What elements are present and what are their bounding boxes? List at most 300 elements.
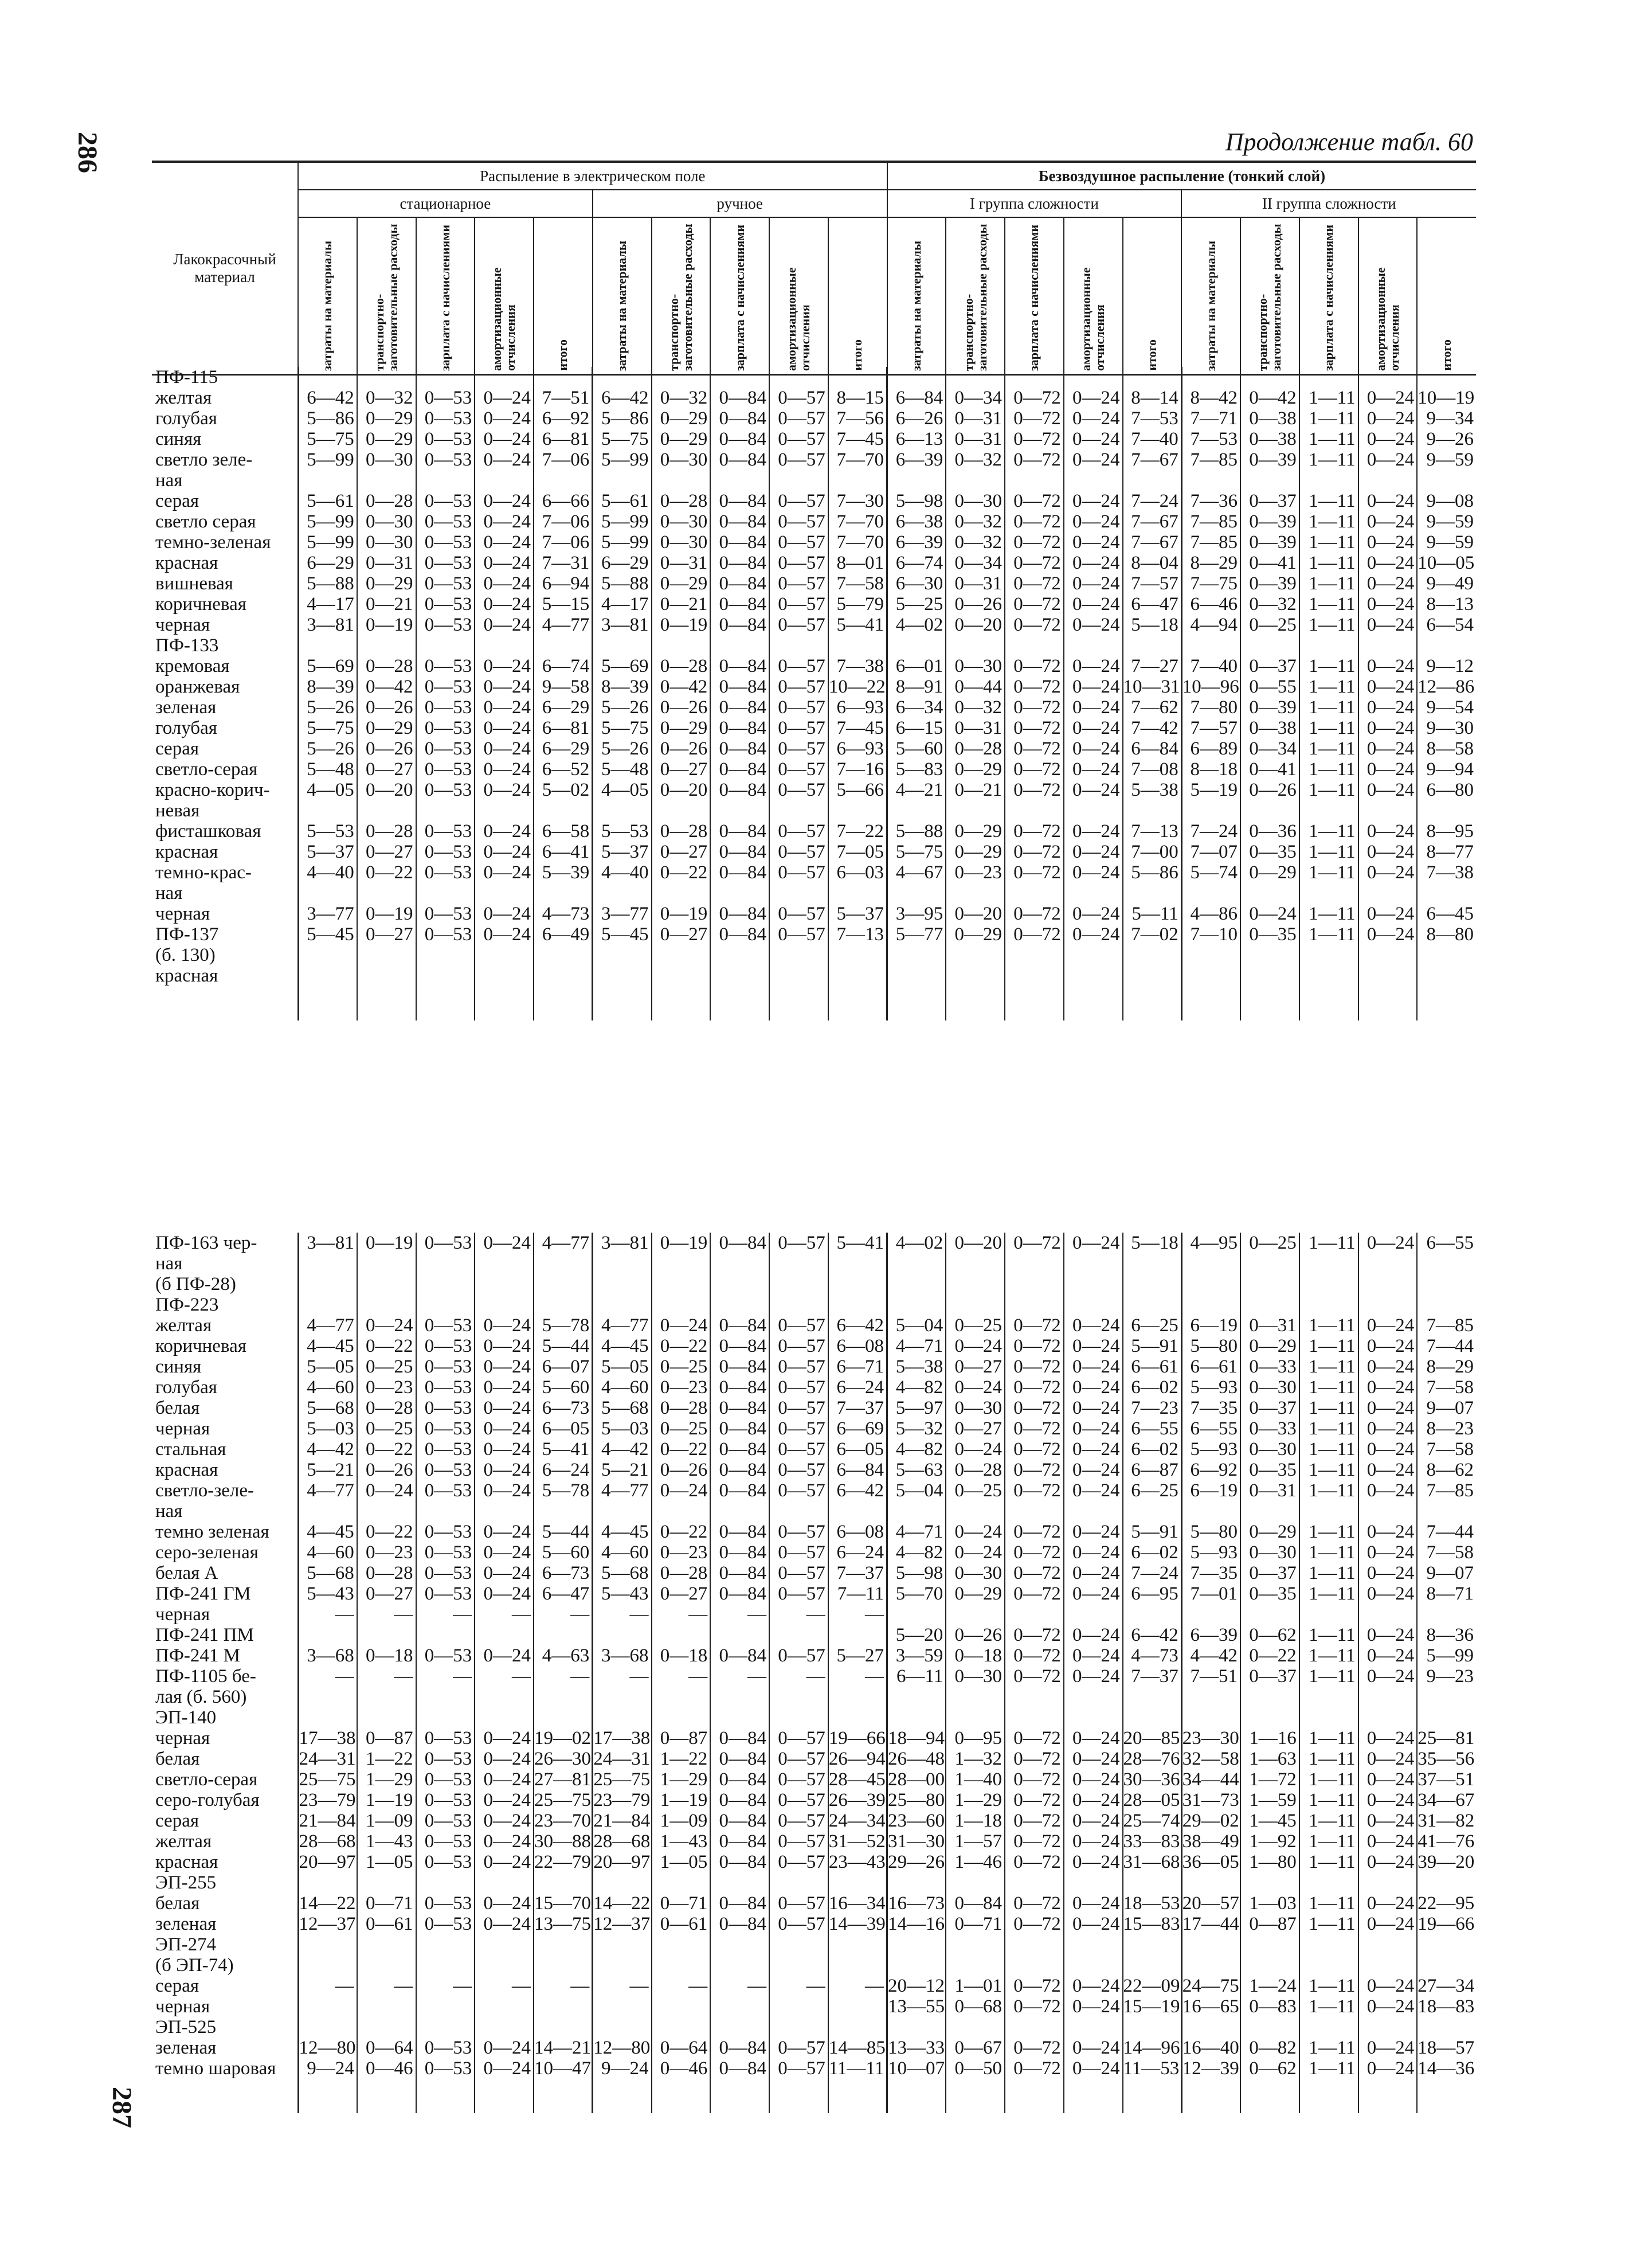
table-cell: 0—28 [357,1398,416,1418]
table-cell [1005,1872,1064,1893]
table-cell: 0—57 [769,1563,828,1583]
table-cell: 0—53 [416,1398,475,1418]
table-cell [475,470,534,491]
table-cell: 5—93 [1181,1439,1240,1460]
table-cell: 0—53 [416,780,475,800]
table-cell: 1—11 [1299,2038,1358,2058]
table-cell: 1—11 [1299,1356,1358,1377]
table-cell: 0—24 [1064,1460,1123,1480]
table-row [152,821,1476,842]
table-cell: 0—29 [946,924,1005,945]
table-cell [828,1955,887,1976]
table-cell [1299,965,1358,986]
table-cell [1417,367,1476,388]
table-row [152,1811,1476,1831]
table-cell [769,635,828,656]
table-cell: 0—57 [769,1769,828,1790]
table-cell: 1—11 [1299,553,1358,573]
table-cell: 0—53 [416,1852,475,1872]
table-cell: 0—18 [652,1645,711,1666]
material-name: красно-корич- [155,780,270,800]
table-cell: 6—55 [1181,1418,1240,1439]
table-cell: 0—24 [475,677,534,697]
table-cell: 24—31 [298,1749,357,1769]
table-cell: 8—80 [1417,924,1476,945]
table-cell: 0—62 [1240,1625,1299,1645]
table-cell [652,1295,711,1315]
table-cell [828,945,887,965]
table-cell [652,965,711,986]
table-cell: 6—95 [1123,1583,1182,1604]
table-cell: 0—29 [946,759,1005,780]
table-cell: 9—54 [1417,697,1476,718]
table-cell [475,1872,534,1893]
table-cell: 0—72 [1005,594,1064,615]
table-cell [1123,1687,1182,1707]
table-row [152,1996,1476,2017]
table-cell [1240,1687,1299,1707]
table-cell: 0—24 [475,780,534,800]
table-cell: 0—30 [1240,1542,1299,1563]
table-cell [534,1872,593,1893]
table-cell: 0—72 [1005,718,1064,738]
table-cell: 0—32 [946,449,1005,470]
table-cell: 5—26 [298,697,357,718]
table-cell: 0—24 [475,573,534,594]
table-cell: 6—29 [593,553,652,573]
table-cell: 6—25 [1123,1480,1182,1501]
table-cell: 0—84 [710,388,769,408]
table-cell: 7—51 [1181,1666,1240,1687]
table-cell: 0—84 [710,553,769,573]
table-cell: 3—81 [593,1233,652,1253]
table-cell: 1—11 [1299,1852,1358,1872]
table-cell: 5—38 [887,1356,946,1377]
table-cell: 0—53 [416,532,475,553]
table-cell: 0—27 [946,1418,1005,1439]
table-cell: 4—17 [298,594,357,615]
table-cell: 0—35 [1240,1460,1299,1480]
table-cell: 0—24 [1064,1356,1123,1377]
table-cell: 0—22 [652,1336,711,1356]
material-name: ПФ-115 [155,367,218,388]
column-header-total: итого [1417,217,1476,375]
table-cell [1181,1604,1240,1625]
table-cell: 6—02 [1123,1439,1182,1460]
table-cell: 0—24 [1064,1893,1123,1914]
table-cell: 0—31 [946,718,1005,738]
table-cell: 0—57 [769,862,828,883]
table-cell: 0—84 [710,615,769,635]
table-cell: 20—97 [298,1852,357,1872]
table-cell [828,1934,887,1955]
table-cell: 0—29 [357,573,416,594]
table-cell [1064,945,1123,965]
table-cell [946,1604,1005,1625]
table-cell: 0—29 [1240,1336,1299,1356]
table-cell [475,1501,534,1522]
table-cell: 7—36 [1181,491,1240,511]
table-cell: 0—30 [357,511,416,532]
table-cell: 0—53 [416,1914,475,1934]
table-cell: 0—55 [1240,677,1299,697]
material-name: ная [155,1253,183,1274]
table-cell: 0—24 [1064,656,1123,677]
table-cell: 25—81 [1417,1728,1476,1749]
table-cell: 0—57 [769,1542,828,1563]
table-cell: 0—25 [1240,615,1299,635]
table-cell: 5—37 [828,904,887,924]
table-cell [1064,800,1123,821]
table-cell: 13—33 [887,2038,946,2058]
material-name: серая [155,738,199,759]
table-cell: 25—74 [1123,1811,1182,1831]
table-cell [416,635,475,656]
table-cell: 0—32 [946,532,1005,553]
material-name: ПФ-163 чер- [155,1233,257,1253]
table-cell: 0—38 [1240,408,1299,429]
table-cell: 5—63 [887,1460,946,1480]
table-cell: 0—24 [475,842,534,862]
table-cell: 0—30 [1240,1377,1299,1398]
table-cell: 0—84 [710,532,769,553]
table-cell: 0—95 [946,1728,1005,1749]
table-cell: 0—72 [1005,1233,1064,1253]
table-cell [357,945,416,965]
table-cell [652,2017,711,2038]
table-cell: 37—51 [1417,1769,1476,1790]
table-cell [1358,1707,1418,1728]
table-cell [710,635,769,656]
table-cell: 0—39 [1240,511,1299,532]
table-cell: 6—61 [1123,1356,1182,1377]
table-cell: 0—24 [475,2058,534,2079]
table-cell: 0—53 [416,1831,475,1852]
table-cell [887,965,946,986]
table-cell: 0—57 [769,1914,828,1934]
table-cell [475,883,534,904]
table-cell: 0—57 [769,1356,828,1377]
material-name: черная [155,904,210,924]
table-cell: 0—24 [475,1790,534,1811]
column-header-transport: транспортно-заготовительные расходы [357,217,416,375]
table-cell: 5—93 [1181,1542,1240,1563]
table-cell: 1—09 [652,1811,711,1831]
table-cell [1417,1295,1476,1315]
table-cell: 0—24 [475,615,534,635]
table-cell: 0—57 [769,429,828,449]
table-cell: 3—77 [593,904,652,924]
material-name: оранжевая [155,677,240,697]
table-cell [534,1707,593,1728]
table-cell: 0—29 [652,573,711,594]
table-cell: 14—96 [1123,2038,1182,2058]
table-cell [1299,1501,1358,1522]
table-cell: 7—22 [828,821,887,842]
table-row [152,511,1476,532]
table-cell [1240,1604,1299,1625]
table-cell: 15—70 [534,1893,593,1914]
table-row [152,759,1476,780]
table-cell: — [828,1604,887,1625]
table-cell [1358,1934,1418,1955]
table-cell [946,1872,1005,1893]
material-name: вишневая [155,573,233,594]
table-cell: 6—07 [534,1356,593,1377]
table-cell: 1—32 [946,1749,1005,1769]
table-cell: 0—24 [1358,1976,1418,1996]
table-cell: 0—37 [1240,491,1299,511]
table-cell: 9—94 [1417,759,1476,780]
table-cell [1064,1604,1123,1625]
table-cell: 0—24 [1358,1233,1418,1253]
table-cell [1240,1955,1299,1976]
table-cell: 1—11 [1299,1749,1358,1769]
table-cell: — [298,1976,357,1996]
table-cell: 1—72 [1240,1769,1299,1790]
table-row [152,1253,1476,1274]
table-cell: 0—24 [1358,532,1418,553]
table-cell [887,1274,946,1295]
table-cell: 0—29 [652,429,711,449]
table-cell: 0—24 [357,1315,416,1336]
table-cell: 1—11 [1299,904,1358,924]
table-cell [416,945,475,965]
table-cell: 0—72 [1005,1542,1064,1563]
table-cell [1358,367,1418,388]
material-name: лая (б. 560) [155,1687,247,1707]
table-cell [1064,1872,1123,1893]
table-cell: 0—53 [416,429,475,449]
table-cell: 0—26 [357,1460,416,1480]
table-cell [416,367,475,388]
table-cell: 5—75 [298,429,357,449]
table-cell [1123,1707,1182,1728]
table-cell: 0—39 [1240,573,1299,594]
table-cell: 9—30 [1417,718,1476,738]
table-row [152,965,1476,986]
table-cell [1358,965,1418,986]
table-cell: 0—24 [946,1377,1005,1398]
table-cell [652,1274,711,1295]
table-cell [1181,1687,1240,1707]
table-cell: 0—53 [416,842,475,862]
table-cell: 5—25 [887,594,946,615]
table-cell [475,635,534,656]
table-cell: 0—84 [710,1418,769,1439]
table-cell: 0—24 [1064,615,1123,635]
table-cell: 7—11 [828,1583,887,1604]
table-cell: 4—05 [298,780,357,800]
table-cell: 0—24 [1064,449,1123,470]
table-cell: 0—33 [1240,1418,1299,1439]
table-cell [1299,1253,1358,1274]
table-cell [1417,945,1476,965]
table-cell: 0—23 [357,1377,416,1398]
table-cell: 0—53 [416,491,475,511]
table-cell: 5—99 [298,449,357,470]
table-cell: 0—84 [710,429,769,449]
table-cell [1005,2017,1064,2038]
table-cell [710,1501,769,1522]
table-cell: 0—24 [1358,1522,1418,1542]
table-cell: 7—10 [1181,924,1240,945]
table-cell: 0—32 [652,388,711,408]
table-cell: 0—24 [1064,904,1123,924]
table-body-upper [152,367,1476,1020]
table-cell [1181,1274,1240,1295]
table-cell: 1—19 [652,1790,711,1811]
table-cell: 7—71 [1181,408,1240,429]
table-cell [946,1934,1005,1955]
table-cell [1123,945,1182,965]
table-cell [946,2017,1005,2038]
table-cell: 14—16 [887,1914,946,1934]
table-cell: 0—25 [1240,1233,1299,1253]
table-cell: 1—11 [1299,1728,1358,1749]
table-cell: 0—84 [710,1749,769,1769]
table-cell: 29—02 [1181,1811,1240,1831]
table-cell: 0—57 [769,553,828,573]
table-cell [416,1996,475,2017]
table-cell: 0—24 [475,1336,534,1356]
table-cell: 5—38 [1123,780,1182,800]
table-cell: 0—27 [946,1356,1005,1377]
table-cell: 0—35 [1240,924,1299,945]
table-cell: 0—53 [416,449,475,470]
table-cell [652,945,711,965]
table-cell: 39—20 [1417,1852,1476,1872]
table-cell: 5—15 [534,594,593,615]
table-cell: 0—57 [769,1418,828,1439]
table-cell: 7—85 [1181,511,1240,532]
table-cell: 6—66 [534,491,593,511]
table-cell: 0—24 [357,1480,416,1501]
table-cell: 0—24 [475,1480,534,1501]
table-cell: — [593,1666,652,1687]
table-cell: 1—24 [1240,1976,1299,1996]
table-cell: 5—86 [298,408,357,429]
table-cell [298,1872,357,1893]
table-cell: 9—24 [298,2058,357,2079]
table-cell: 4—77 [534,1233,593,1253]
table-cell [887,945,946,965]
table-cell [1299,1295,1358,1315]
table-cell: 0—72 [1005,1460,1064,1480]
table-cell: 0—57 [769,1439,828,1460]
table-cell: 0—84 [710,1811,769,1831]
material-name: ЭП-140 [155,1707,217,1728]
table-cell [1123,800,1182,821]
table-cell: 1—11 [1299,615,1358,635]
table-cell: 1—11 [1299,821,1358,842]
table-cell: 0—71 [946,1914,1005,1934]
table-cell: 0—24 [1064,1749,1123,1769]
table-cell: 0—53 [416,1233,475,1253]
table-cell: 26—39 [828,1790,887,1811]
table-cell: 0—30 [652,532,711,553]
table-cell: 7—67 [1123,449,1182,470]
table-cell: 5—80 [1181,1336,1240,1356]
table-cell: 0—20 [946,615,1005,635]
table-cell: 0—27 [652,842,711,862]
table-cell: 0—24 [1064,1728,1123,1749]
table-cell: 0—24 [475,429,534,449]
table-cell [710,1707,769,1728]
table-cell [887,1604,946,1625]
table-cell [593,1274,652,1295]
table-cell: 0—24 [1064,1522,1123,1542]
table-cell: 7—38 [1417,862,1476,883]
table-cell: 0—53 [416,924,475,945]
table-cell [534,800,593,821]
table-cell: 0—72 [1005,1315,1064,1336]
table-cell: 5—43 [593,1583,652,1604]
table-cell: 0—72 [1005,1728,1064,1749]
table-cell: 5—03 [593,1418,652,1439]
table-cell: 6—61 [1181,1356,1240,1377]
table-cell [416,800,475,821]
table-cell: 0—24 [1064,1914,1123,1934]
table-cell: 5—26 [593,738,652,759]
table-cell: 12—39 [1181,2058,1240,2079]
table-cell: 7—51 [534,388,593,408]
column-header-transport: транспортно-заготовительные расходы [652,217,711,375]
table-row [152,697,1476,718]
table-cell [1064,1295,1123,1315]
table-cell [946,1955,1005,1976]
table-cell: 10—47 [534,2058,593,2079]
table-cell: 9—07 [1417,1398,1476,1418]
table-cell: — [416,1976,475,1996]
table-cell: 1—11 [1299,656,1358,677]
table-cell: 0—53 [416,1315,475,1336]
table-cell [946,800,1005,821]
table-cell: 22—95 [1417,1893,1476,1914]
table-cell: 0—57 [769,842,828,862]
table-cell: 0—24 [1358,1645,1418,1666]
table-cell [769,1501,828,1522]
table-cell [1005,1274,1064,1295]
table-cell [298,367,357,388]
table-cell: 6—94 [534,573,593,594]
table-cell [593,1625,652,1645]
table-cell [1181,1955,1240,1976]
table-cell: 0—24 [475,1583,534,1604]
table-cell: 0—24 [1064,594,1123,615]
table-cell: 0—57 [769,2038,828,2058]
table-cell: 0—24 [1064,1315,1123,1336]
table-cell: 0—24 [475,1914,534,1934]
table-cell [1005,1501,1064,1522]
table-cell: 31—52 [828,1831,887,1852]
table-cell: 1—05 [357,1852,416,1872]
table-cell: 6—42 [1123,1625,1182,1645]
table-cell: 5—21 [298,1460,357,1480]
table-cell: 0—24 [475,1522,534,1542]
material-name: красная [155,965,218,986]
table-cell [710,1687,769,1707]
table-cell: 0—53 [416,656,475,677]
table-cell: 6—54 [1417,615,1476,635]
table-cell: 7—80 [1181,697,1240,718]
table-cell: 5—97 [887,1398,946,1418]
table-cell [1417,965,1476,986]
table-cell: 0—24 [1064,388,1123,408]
table-cell: 1—92 [1240,1831,1299,1852]
table-cell [1417,1604,1476,1625]
column-header-transport: транспортно-заготовительные расходы [946,217,1005,375]
